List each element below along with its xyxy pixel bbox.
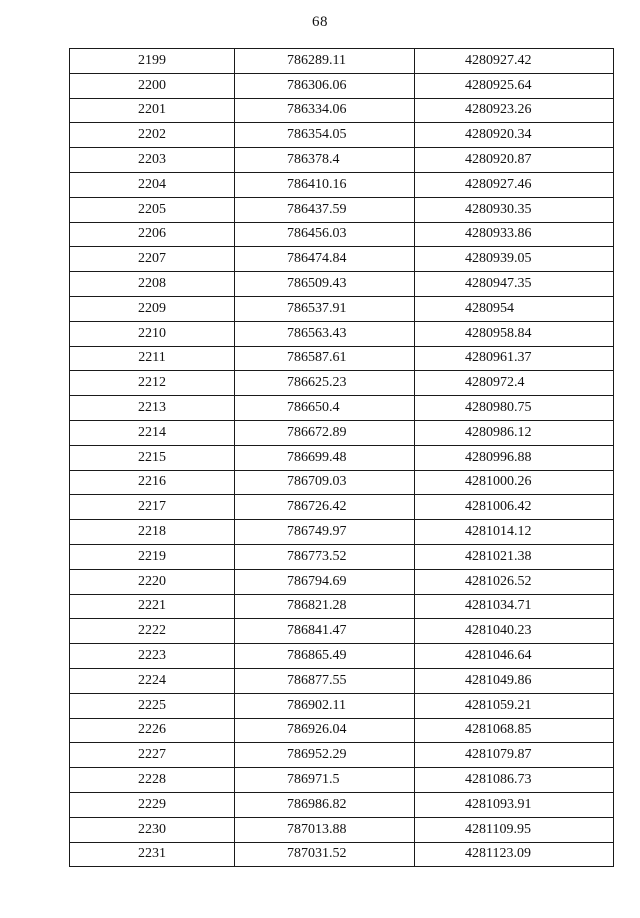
y-coordinate-cell: 4280954 — [415, 296, 614, 321]
y-coordinate-cell: 4281046.64 — [415, 644, 614, 669]
x-coordinate-cell: 786537.91 — [235, 296, 415, 321]
x-coordinate-cell: 786952.29 — [235, 743, 415, 768]
y-coordinate-cell: 4280920.87 — [415, 148, 614, 173]
table-row — [70, 693, 614, 718]
y-coordinate-cell: 4280920.34 — [415, 123, 614, 148]
x-coordinate-cell: 786509.43 — [235, 272, 415, 297]
y-coordinate-cell: 4281006.42 — [415, 495, 614, 520]
y-coordinate-cell: 4281079.87 — [415, 743, 614, 768]
point-number-cell: 2226 — [70, 718, 235, 743]
y-coordinate-cell: 4281109.95 — [415, 817, 614, 842]
y-coordinate-cell: 4280939.05 — [415, 247, 614, 272]
table-row — [70, 668, 614, 693]
x-coordinate-cell: 786474.84 — [235, 247, 415, 272]
table-row — [70, 98, 614, 123]
x-coordinate-cell: 786410.16 — [235, 172, 415, 197]
table-row — [70, 346, 614, 371]
point-number-cell: 2228 — [70, 768, 235, 793]
y-coordinate-cell: 4280930.35 — [415, 197, 614, 222]
y-coordinate-cell: 4281049.86 — [415, 668, 614, 693]
y-coordinate-cell: 4280980.75 — [415, 396, 614, 421]
point-number-cell: 2202 — [70, 123, 235, 148]
y-coordinate-cell: 4280947.35 — [415, 272, 614, 297]
point-number-cell: 2207 — [70, 247, 235, 272]
table-row — [70, 495, 614, 520]
x-coordinate-cell: 786865.49 — [235, 644, 415, 669]
table-row — [70, 520, 614, 545]
x-coordinate-cell: 786587.61 — [235, 346, 415, 371]
x-coordinate-cell: 786773.52 — [235, 544, 415, 569]
x-coordinate-cell: 786877.55 — [235, 668, 415, 693]
coordinate-table — [69, 48, 614, 867]
table-row — [70, 247, 614, 272]
point-number-cell: 2218 — [70, 520, 235, 545]
page-number: 68 — [312, 14, 328, 30]
table-row — [70, 371, 614, 396]
table-row — [70, 197, 614, 222]
x-coordinate-cell: 786563.43 — [235, 321, 415, 346]
x-coordinate-cell: 786456.03 — [235, 222, 415, 247]
y-coordinate-cell: 4280927.46 — [415, 172, 614, 197]
point-number-cell: 2216 — [70, 470, 235, 495]
table-row — [70, 768, 614, 793]
point-number-cell: 2230 — [70, 817, 235, 842]
point-number-cell: 2225 — [70, 693, 235, 718]
point-number-cell: 2223 — [70, 644, 235, 669]
table-row — [70, 594, 614, 619]
x-coordinate-cell: 786726.42 — [235, 495, 415, 520]
point-number-cell: 2209 — [70, 296, 235, 321]
x-coordinate-cell: 786709.03 — [235, 470, 415, 495]
y-coordinate-cell: 4280927.42 — [415, 49, 614, 74]
x-coordinate-cell: 786841.47 — [235, 619, 415, 644]
y-coordinate-cell: 4281014.12 — [415, 520, 614, 545]
point-number-cell: 2204 — [70, 172, 235, 197]
table-row — [70, 49, 614, 74]
point-number-cell: 2227 — [70, 743, 235, 768]
point-number-cell: 2222 — [70, 619, 235, 644]
x-coordinate-cell: 786986.82 — [235, 792, 415, 817]
y-coordinate-cell: 4280923.26 — [415, 98, 614, 123]
y-coordinate-cell: 4281086.73 — [415, 768, 614, 793]
point-number-cell: 2199 — [70, 49, 235, 74]
x-coordinate-cell: 786289.11 — [235, 49, 415, 74]
table-row — [70, 718, 614, 743]
y-coordinate-cell: 4280933.86 — [415, 222, 614, 247]
table-row — [70, 569, 614, 594]
point-number-cell: 2208 — [70, 272, 235, 297]
table-row — [70, 420, 614, 445]
x-coordinate-cell: 786699.48 — [235, 445, 415, 470]
table-row — [70, 743, 614, 768]
x-coordinate-cell: 786672.89 — [235, 420, 415, 445]
point-number-cell: 2220 — [70, 569, 235, 594]
point-number-cell: 2224 — [70, 668, 235, 693]
table-row — [70, 172, 614, 197]
x-coordinate-cell: 786971.5 — [235, 768, 415, 793]
table-row — [70, 396, 614, 421]
point-number-cell: 2210 — [70, 321, 235, 346]
point-number-cell: 2221 — [70, 594, 235, 619]
point-number-cell: 2215 — [70, 445, 235, 470]
y-coordinate-cell: 4281040.23 — [415, 619, 614, 644]
x-coordinate-cell: 786926.04 — [235, 718, 415, 743]
table-row — [70, 470, 614, 495]
y-coordinate-cell: 4280996.88 — [415, 445, 614, 470]
y-coordinate-cell: 4281123.09 — [415, 842, 614, 867]
x-coordinate-cell: 786821.28 — [235, 594, 415, 619]
y-coordinate-cell: 4281034.71 — [415, 594, 614, 619]
point-number-cell: 2201 — [70, 98, 235, 123]
table-row — [70, 222, 614, 247]
x-coordinate-cell: 786902.11 — [235, 693, 415, 718]
x-coordinate-cell: 786437.59 — [235, 197, 415, 222]
table-row — [70, 148, 614, 173]
x-coordinate-cell: 786625.23 — [235, 371, 415, 396]
y-coordinate-cell: 4281026.52 — [415, 569, 614, 594]
point-number-cell: 2205 — [70, 197, 235, 222]
table-row — [70, 73, 614, 98]
point-number-cell: 2231 — [70, 842, 235, 867]
point-number-cell: 2214 — [70, 420, 235, 445]
table-row — [70, 296, 614, 321]
point-number-cell: 2206 — [70, 222, 235, 247]
table-row — [70, 842, 614, 867]
x-coordinate-cell: 786334.06 — [235, 98, 415, 123]
x-coordinate-cell: 786354.05 — [235, 123, 415, 148]
table-row — [70, 321, 614, 346]
x-coordinate-cell: 786749.97 — [235, 520, 415, 545]
point-number-cell: 2212 — [70, 371, 235, 396]
y-coordinate-cell: 4280958.84 — [415, 321, 614, 346]
y-coordinate-cell: 4281000.26 — [415, 470, 614, 495]
y-coordinate-cell: 4280961.37 — [415, 346, 614, 371]
x-coordinate-cell: 786378.4 — [235, 148, 415, 173]
point-number-cell: 2211 — [70, 346, 235, 371]
table-row — [70, 272, 614, 297]
point-number-cell: 2200 — [70, 73, 235, 98]
table-row — [70, 619, 614, 644]
table-row — [70, 644, 614, 669]
table-row — [70, 445, 614, 470]
y-coordinate-cell: 4280925.64 — [415, 73, 614, 98]
table-row — [70, 123, 614, 148]
table-row — [70, 792, 614, 817]
y-coordinate-cell: 4281059.21 — [415, 693, 614, 718]
y-coordinate-cell: 4281093.91 — [415, 792, 614, 817]
y-coordinate-cell: 4280972.4 — [415, 371, 614, 396]
x-coordinate-cell: 787013.88 — [235, 817, 415, 842]
x-coordinate-cell: 786650.4 — [235, 396, 415, 421]
y-coordinate-cell: 4280986.12 — [415, 420, 614, 445]
point-number-cell: 2217 — [70, 495, 235, 520]
table-row — [70, 544, 614, 569]
point-number-cell: 2219 — [70, 544, 235, 569]
table-row — [70, 817, 614, 842]
y-coordinate-cell: 4281021.38 — [415, 544, 614, 569]
x-coordinate-cell: 787031.52 — [235, 842, 415, 867]
x-coordinate-cell: 786306.06 — [235, 73, 415, 98]
point-number-cell: 2203 — [70, 148, 235, 173]
table-body — [70, 49, 614, 867]
point-number-cell: 2229 — [70, 792, 235, 817]
point-number-cell: 2213 — [70, 396, 235, 421]
x-coordinate-cell: 786794.69 — [235, 569, 415, 594]
y-coordinate-cell: 4281068.85 — [415, 718, 614, 743]
